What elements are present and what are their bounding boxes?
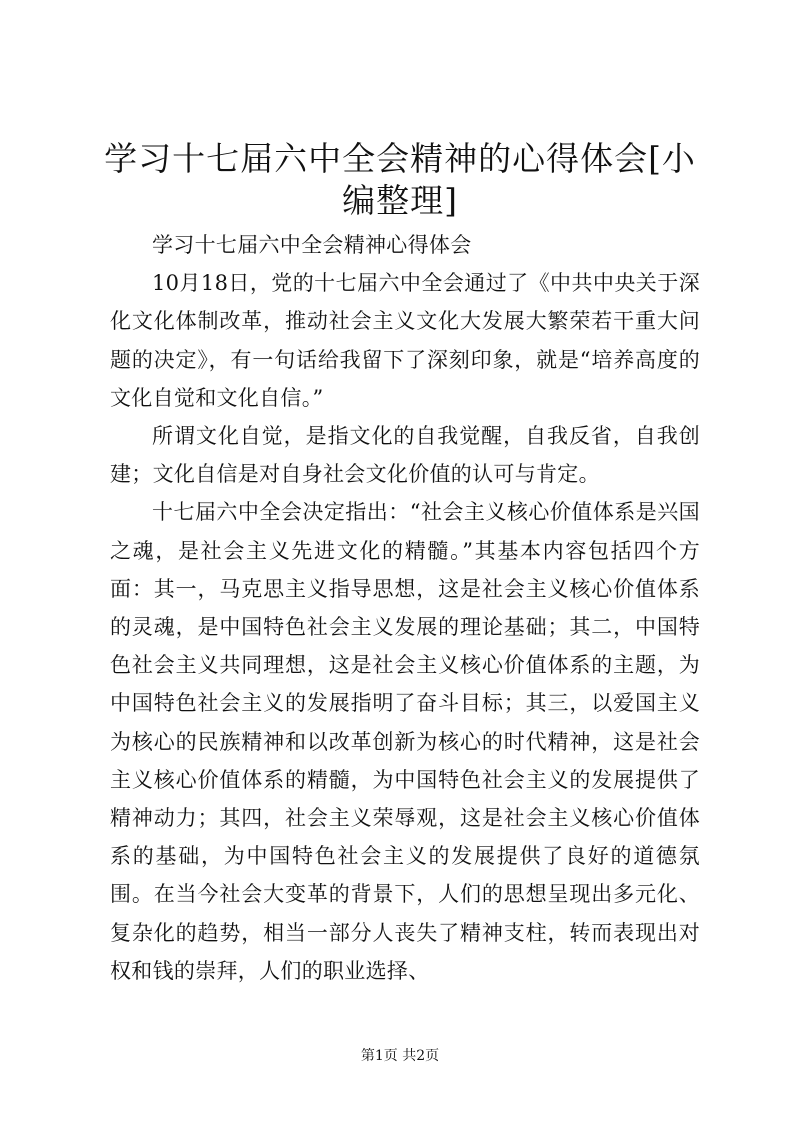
page-footer: 第1页 共2页	[360, 1048, 440, 1064]
paragraph-2: 所谓文化自觉，是指文化的自我觉醒，自我反省，自我创建；文化自信是对自身社会文化价值的认可与肯定。	[110, 424, 700, 487]
paragraph-3: 十七届六中全会决定指出：“社会主义核心价值体系是兴国之魂，是社会主义先进文化的精髓。”其基本内容包括四个方面：其一，马克思主义指导思想，这是社会主义核心价值体系的灵魂，是中国特色社会主义发展的理论基础；其二，中国特色社会主义共同理想，这是社会主义核心价值体系的主题，为中国特色社会主义的发展指明了奋斗目标；其三，以爱国主义为核心的民族精神和以改革创新为核心的时代精神，这是社会主义核心价值体系的精髓，为中国特色社会主义的发展提供了精神动力；其四，社会主义荣辱观，这是社会主义核心价值体系的基础，为中国特色社会主义的发展提供了良好的道德氛围。在当今社会大变革的背景下，人们的思想呈现出多元化、复杂化的趋势，相当一部分人丧失了精神支柱，转而表现出对权和钱的崇拜，人们的职业选择、	[110, 500, 700, 983]
paragraph-subtitle: 学习十七届六中全会精神心得体会	[152, 233, 472, 257]
document-body	[110, 226, 700, 990]
paragraph-1: 10月18日，党的十七届六中全会通过了《中共中央关于深化文化体制改革，推动社会主义文化大发展大繁荣若干重大问题的决定》，有一句话给我留下了深刻印象，就是“培养高度的文化自觉和文化自信。”	[110, 271, 700, 410]
document-title: 学习十七届六中全会精神的心得体会[小编整理]	[104, 139, 696, 220]
